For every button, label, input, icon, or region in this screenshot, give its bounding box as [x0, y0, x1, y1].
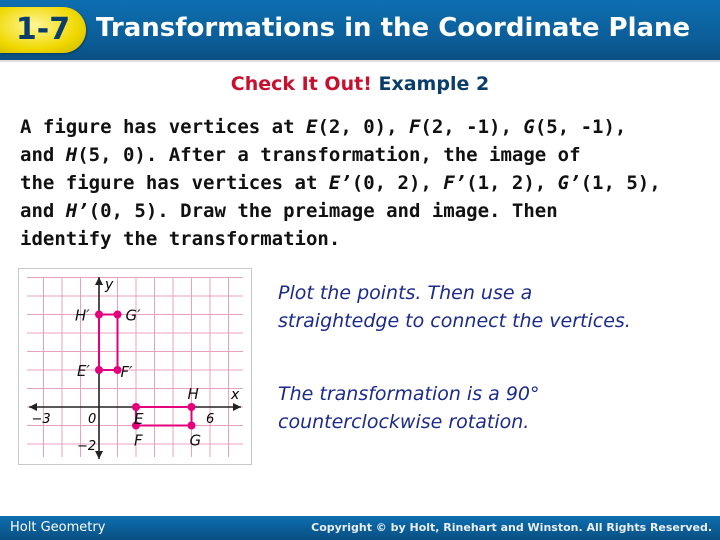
example-heading: [0, 73, 720, 95]
result-note: The transformation is a 90° counterclockwise rotation.: [278, 383, 540, 433]
x-axis-arrow-left: [29, 403, 37, 411]
preimage-outline: [136, 407, 192, 426]
x-axis-arrow-right: [233, 403, 241, 411]
lesson-badge: [0, 7, 86, 53]
problem-line-1: A figure has vertices at E(2, 0), F(2, -1), G(5, -1),: [20, 116, 627, 138]
y-axis-label: y: [105, 277, 114, 293]
vertex-label-H: H: [187, 385, 199, 403]
vertex-label-G: G: [189, 431, 202, 450]
y-axis-arrow-up: [95, 277, 103, 285]
y-axis-arrow-down: [95, 451, 103, 459]
vertex-label-E-prime: E′: [77, 362, 90, 380]
problem-text: [20, 113, 710, 253]
lesson-number: 1-7: [15, 12, 71, 47]
tick-label-origin: 0: [88, 412, 97, 427]
vertex-label-E: E: [134, 410, 144, 428]
footer-course: Holt Geometry: [10, 520, 106, 535]
vertex-point-G: [188, 422, 196, 430]
tick-label-neg3: −3: [31, 412, 51, 427]
problem-line-2: and H(5, 0). After a transformation, the image of: [20, 144, 581, 166]
problem-line-4: and H’(0, 5). Draw the preimage and image. Then: [20, 200, 558, 222]
instruction-note: Plot the points. Then use a straightedge to connect the vertices.: [278, 282, 631, 332]
check-it-out-label: Check It Out!: [230, 73, 372, 95]
vertex-label-F: F: [134, 431, 143, 450]
vertex-point-E-prime: [95, 366, 103, 374]
vertex-point-H: [188, 403, 196, 411]
slide-header: [0, 0, 720, 62]
footer-copyright: Copyright © by Holt, Rinehart and Winston. All Rights Reserved.: [311, 521, 712, 534]
coordinate-grid: [18, 268, 252, 465]
tick-label-neg2: −2: [77, 439, 97, 454]
problem-line-3: the figure has vertices at E’(0, 2), F’(1, 2), G’(1, 5),: [20, 172, 661, 194]
image-outline: [99, 315, 118, 371]
vertex-label-G-prime: G′: [125, 306, 141, 325]
x-axis-label: x: [231, 387, 240, 403]
vertex-point-G-prime: [114, 311, 122, 319]
grid-lines: [27, 277, 243, 457]
example-label: Example 2: [378, 73, 490, 95]
vertex-label-F-prime: F′: [120, 363, 133, 381]
lesson-title: Transformations in the Coordinate Plane: [96, 13, 691, 43]
vertex-label-H-prime: H′: [75, 306, 90, 325]
coordinate-grid-svg: [19, 269, 251, 464]
problem-line-5: identify the transformation.: [20, 228, 341, 250]
slide-footer: [0, 516, 720, 540]
vertex-point-H-prime: [95, 311, 103, 319]
tick-label-6: 6: [206, 412, 215, 427]
